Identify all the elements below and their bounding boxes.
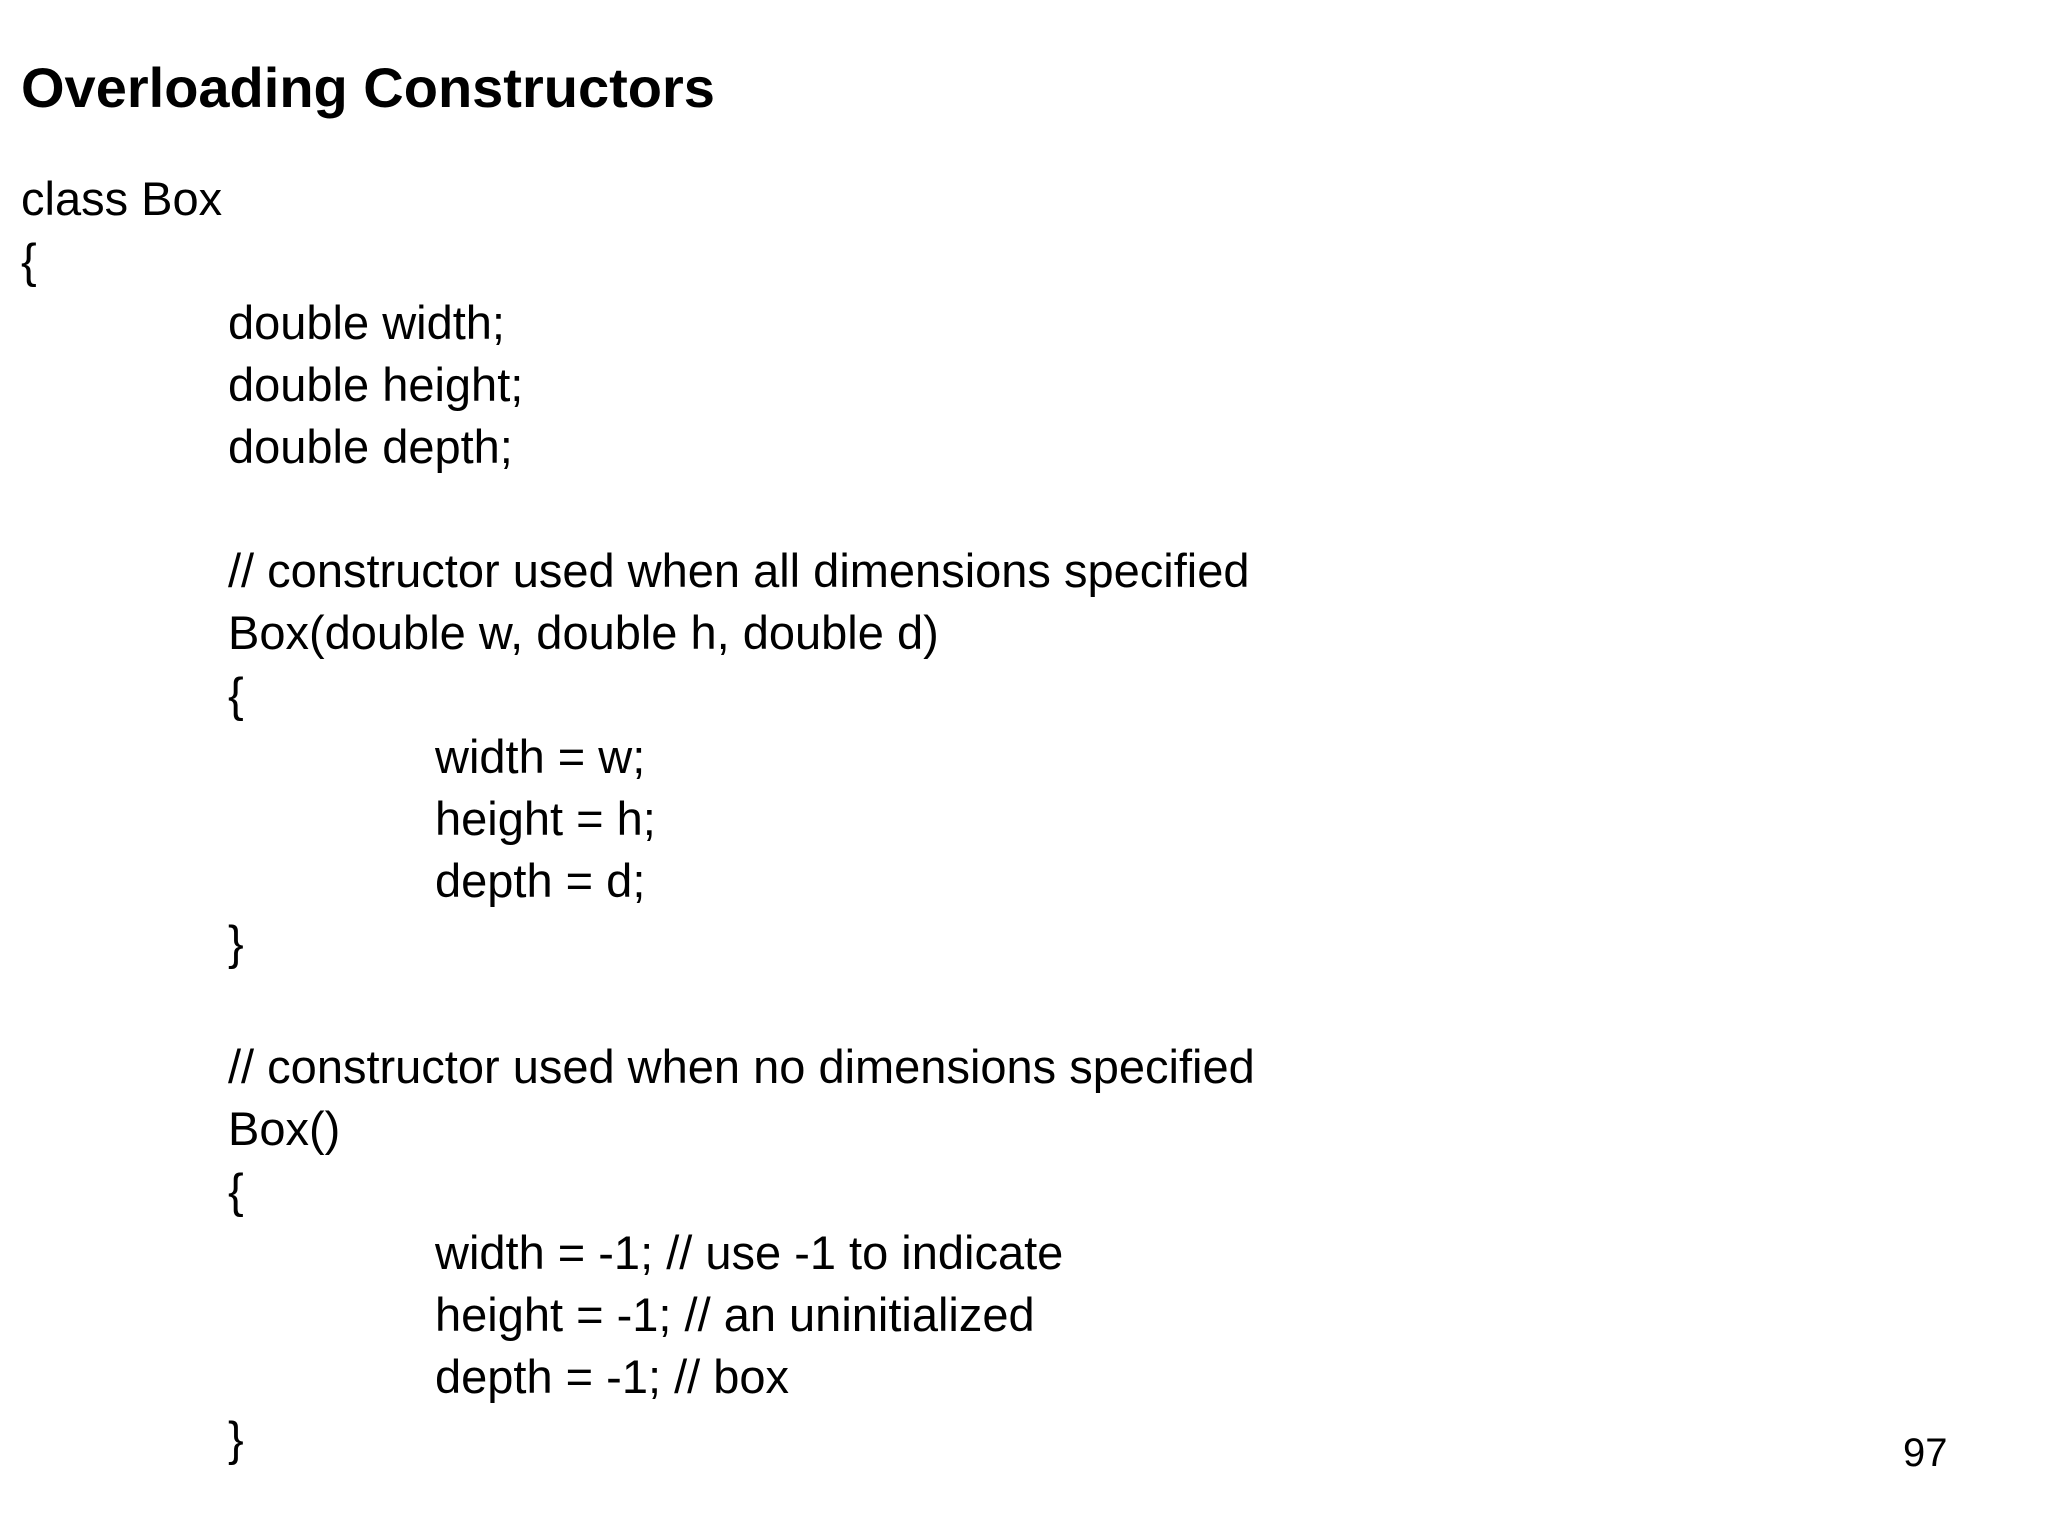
code-line: } <box>228 1412 244 1465</box>
constructor-signature-line: Box(double w, double h, double d) <box>228 606 939 659</box>
code-line: double width; <box>228 296 505 349</box>
code-line: width = -1; // use -1 to indicate <box>435 1226 1064 1279</box>
code-comment-line: // constructor used when all dimensions specified <box>228 544 1250 597</box>
code-line: double depth; <box>228 420 513 473</box>
code-line <box>21 974 1255 1036</box>
code-line: { <box>21 234 37 287</box>
code-line: double height; <box>228 358 524 411</box>
code-line: depth = d; <box>435 854 646 907</box>
code-line: class Box <box>21 172 223 225</box>
code-line: width = w; <box>435 730 646 783</box>
constructor-signature-line: Box() <box>228 1102 341 1155</box>
code-comment-line: // constructor used when no dimensions specified <box>228 1040 1255 1093</box>
code-line: depth = -1; // box <box>435 1350 790 1403</box>
code-line: { <box>228 668 244 721</box>
code-line: height = h; <box>435 792 656 845</box>
code-line: { <box>228 1164 244 1217</box>
code-block <box>21 168 1255 1470</box>
slide-title: Overloading Constructors <box>21 55 715 119</box>
page-number: 97 <box>1903 1431 1948 1475</box>
code-line: } <box>228 916 244 969</box>
code-line: height = -1; // an uninitialized <box>435 1288 1035 1341</box>
code-line <box>21 478 1255 540</box>
